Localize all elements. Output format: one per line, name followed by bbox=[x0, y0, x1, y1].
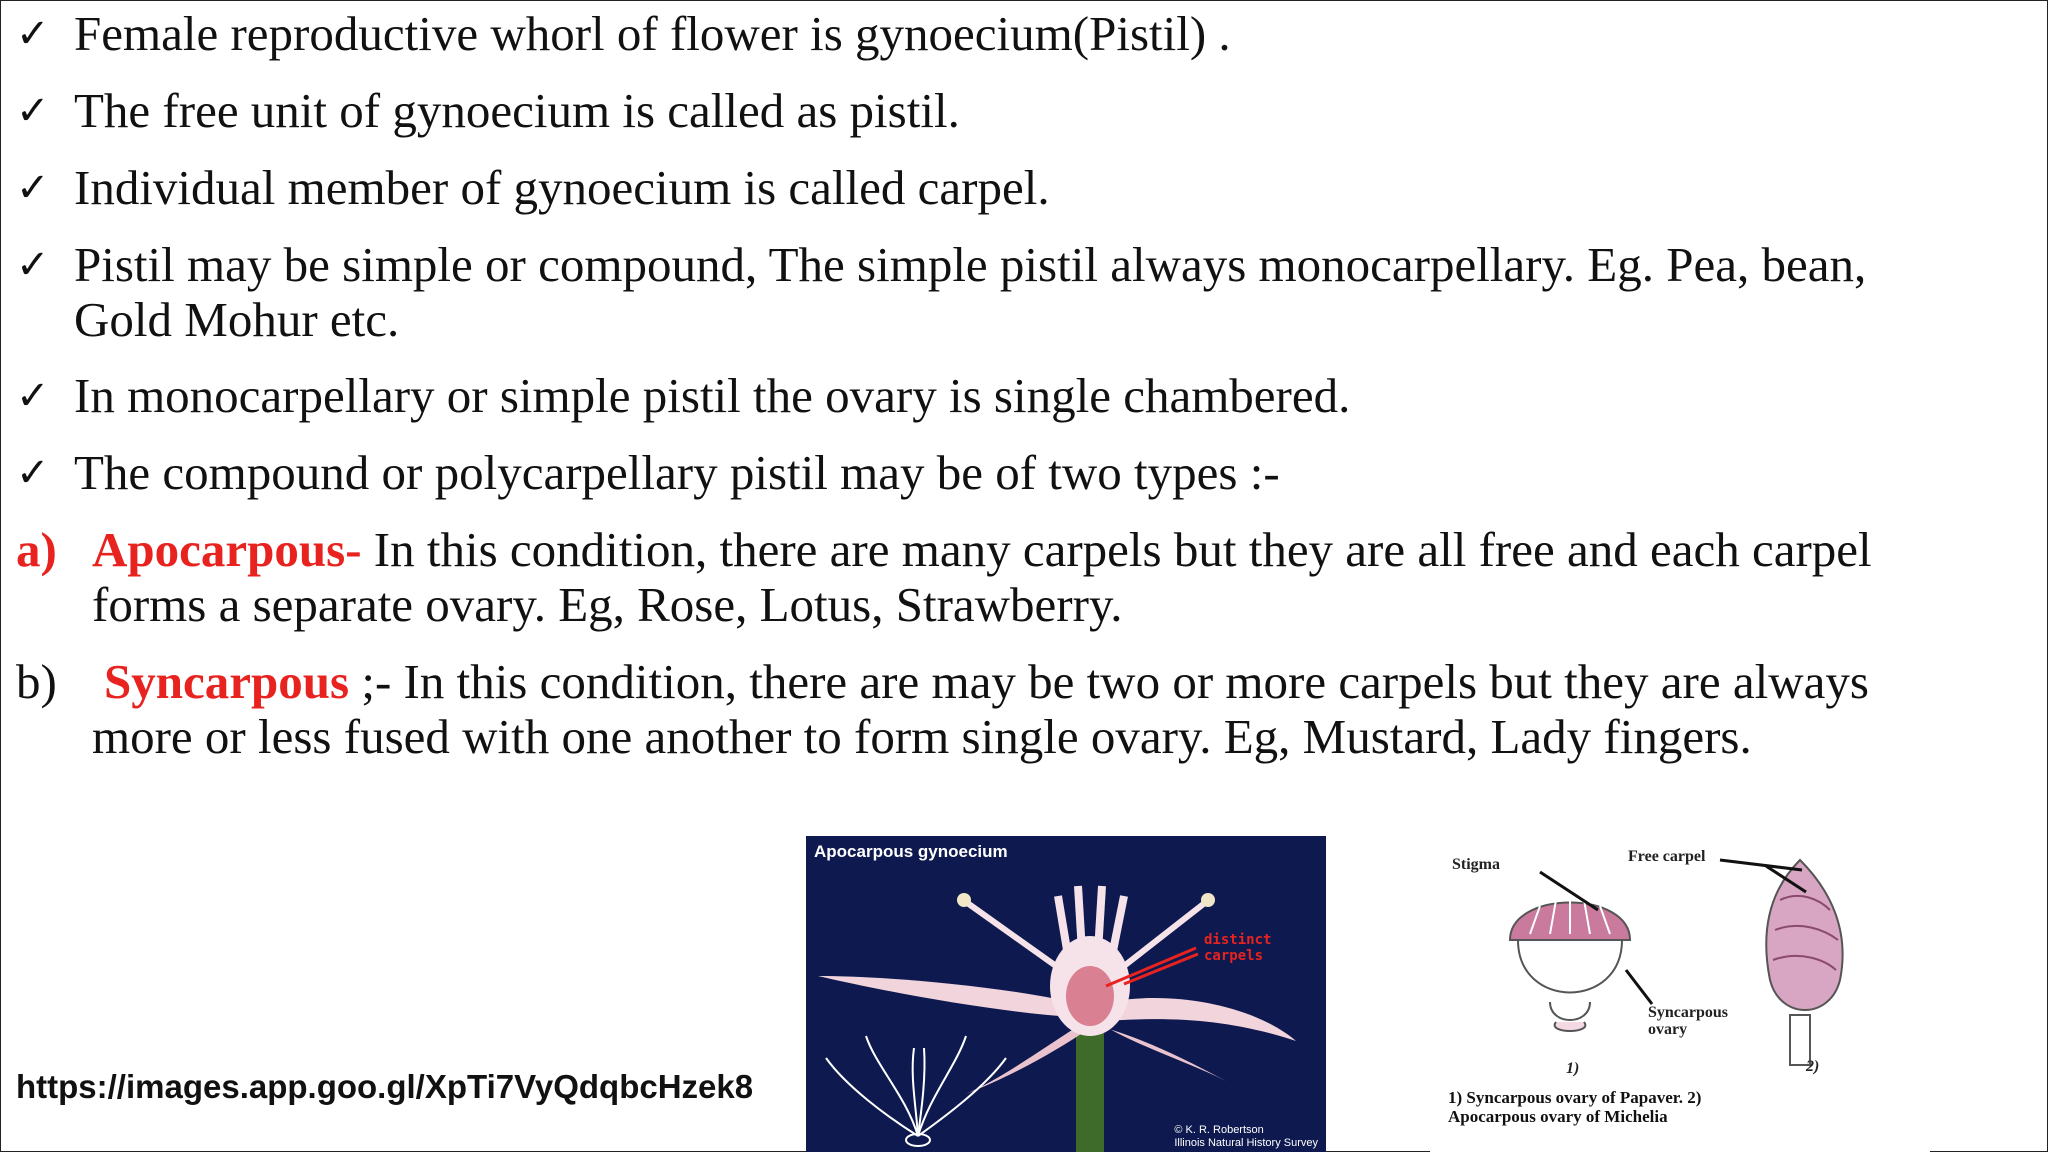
ovary-drawing bbox=[1430, 830, 1930, 1080]
bullet-text: The free unit of gynoecium is called as pistil. bbox=[74, 83, 960, 138]
term-syncarpous: Syncarpous bbox=[104, 654, 350, 709]
annotation-line: distinct bbox=[1204, 932, 1272, 948]
photo-title: Apocarpous gynoecium bbox=[814, 842, 1008, 861]
item-text: more or less fused with one another to form single ovary. Eg, Mustard, Lady fingers. bbox=[92, 709, 1752, 764]
credit-line: © K. R. Robertson bbox=[1174, 1124, 1264, 1136]
check-icon: ✓ bbox=[16, 450, 50, 496]
term-apocarpous: Apocarpous- bbox=[92, 522, 362, 577]
check-icon: ✓ bbox=[16, 11, 50, 57]
item-label: b) bbox=[16, 654, 57, 709]
definition-text: In this condition, there are many carpels but they are all free and each carpel bbox=[361, 522, 1872, 577]
caption-line: Apocarpous ovary of Michelia bbox=[1448, 1107, 1668, 1126]
caption-line: 1) Syncarpous ovary of Papaver. 2) bbox=[1448, 1088, 1702, 1107]
item-text bbox=[92, 522, 1872, 578]
item-text bbox=[104, 654, 1869, 710]
label-stigma: Stigma bbox=[1452, 856, 1500, 873]
figure-number: 1) bbox=[1566, 1060, 1580, 1077]
item-label: a) bbox=[16, 522, 57, 577]
annotation-line: carpels bbox=[1204, 948, 1264, 964]
apocarpous-photo bbox=[806, 836, 1326, 1152]
flower-illustration bbox=[806, 836, 1326, 1152]
bullet-text: The compound or polycarpellary pistil may be of two types :- bbox=[74, 445, 1280, 500]
label-line: Syncarpous bbox=[1648, 1004, 1729, 1021]
source-url: https://images.app.goo.gl/XpTi7VyQdqbcHzek8 bbox=[16, 1068, 754, 1105]
bullet-text: Pistil may be simple or compound, The simple pistil always monocarpellary. Eg. Pea, bean, bbox=[74, 237, 1867, 292]
label-syncarpous-ovary bbox=[1648, 1004, 1728, 1038]
bullet-text: Individual member of gynoecium is called carpel. bbox=[74, 160, 1050, 215]
ovary-diagram bbox=[1430, 830, 1930, 1152]
check-icon: ✓ bbox=[16, 242, 50, 288]
bullet-text: Female reproductive whorl of flower is gynoecium(Pistil) . bbox=[74, 6, 1231, 61]
label-free-carpel: Free carpel bbox=[1628, 848, 1706, 865]
check-icon: ✓ bbox=[16, 165, 50, 211]
diagram-caption bbox=[1448, 1088, 1701, 1126]
credit-line: Illinois Natural History Survey bbox=[1174, 1137, 1318, 1149]
check-icon: ✓ bbox=[16, 373, 50, 419]
definition-text: ;- In this condition, there are may be two or more carpels but they are always bbox=[349, 654, 1869, 709]
item-text: forms a separate ovary. Eg, Rose, Lotus, Strawberry. bbox=[92, 577, 1123, 632]
photo-annotation bbox=[1204, 932, 1271, 964]
check-icon: ✓ bbox=[16, 88, 50, 134]
bullet-text: Gold Mohur etc. bbox=[74, 292, 400, 347]
photo-credit bbox=[1174, 1124, 1318, 1150]
label-line: ovary bbox=[1648, 1021, 1688, 1038]
figure-number: 2) bbox=[1806, 1058, 1820, 1075]
bullet-text: In monocarpellary or simple pistil the ovary is single chambered. bbox=[74, 368, 1351, 423]
